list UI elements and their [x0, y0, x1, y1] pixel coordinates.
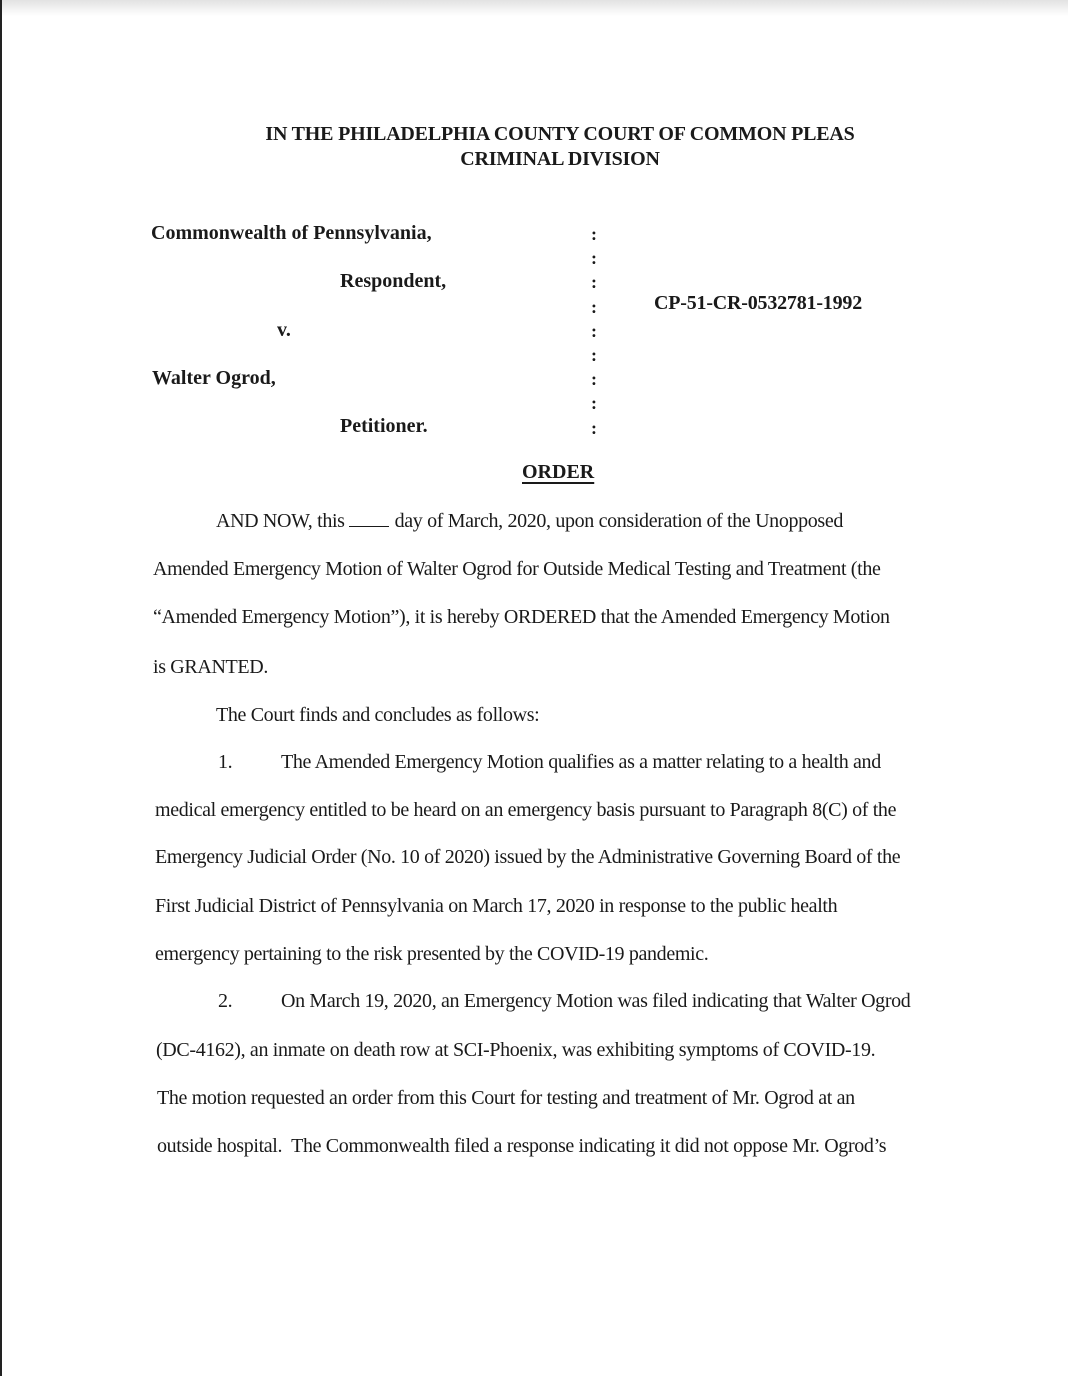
court-division: CRIMINAL DIVISION	[460, 148, 660, 170]
date-blank	[349, 512, 389, 527]
court-name: IN THE PHILADELPHIA COUNTY COURT OF COMMON PLEAS	[265, 123, 855, 145]
paragraph-1-line-5: emergency pertaining to the risk presented by the COVID-19 pandemic.	[155, 943, 709, 965]
paragraph-1-line-2: medical emergency entitled to be heard on an emergency basis pursuant to Paragraph 8(C) of the	[155, 799, 897, 821]
paragraph-1-number: 1.	[218, 751, 233, 773]
paragraph-2-line-2: (DC-4162), an inmate on death row at SCI-Phoenix, was exhibiting symptoms of COVID-19.	[156, 1039, 876, 1061]
paragraph-1-line-4: First Judicial District of Pennsylvania on March 17, 2020 in response to the public health	[155, 895, 838, 917]
caption-separator: :	[591, 393, 597, 414]
caption-separator: :	[591, 248, 597, 269]
order-title: ORDER	[522, 461, 595, 483]
caption-party1: Commonwealth of Pennsylvania,	[151, 222, 432, 244]
paragraph-1-line-3: Emergency Judicial Order (No. 10 of 2020) issued by the Administrative Governing Board of the	[155, 846, 901, 868]
paragraph-2-text: On March 19, 2020, an Emergency Motion was filed indicating that Walter Ogrod	[281, 990, 911, 1012]
paragraph-2-line-1	[218, 990, 910, 1013]
intro-line-3: “Amended Emergency Motion”), it is hereby ORDERED that the Amended Emergency Motion	[153, 606, 890, 628]
paragraph-2-line-4: outside hospital. The Commonwealth filed a response indicating it did not oppose Mr. Ogrod’s	[157, 1135, 887, 1157]
paragraph-2-line-3: The motion requested an order from this Court for testing and treatment of Mr. Ogrod at an	[157, 1087, 855, 1109]
caption-versus: v.	[277, 319, 291, 341]
caption-separator: :	[591, 369, 597, 390]
paragraph-1-line-1	[218, 751, 881, 774]
caption-party2: Walter Ogrod,	[152, 367, 276, 389]
caption-separator: :	[591, 296, 597, 317]
caption-separator: :	[591, 344, 597, 365]
caption-separator: :	[591, 320, 597, 341]
intro-line-1-post: day of March, 2020, upon consideration of the Unopposed	[394, 510, 844, 532]
paragraph-2-number: 2.	[218, 990, 233, 1012]
intro-line-2: Amended Emergency Motion of Walter Ogrod for Outside Medical Testing and Treatment (the	[153, 558, 881, 580]
caption-party1-role: Respondent,	[340, 270, 447, 292]
paragraph-1-text: The Amended Emergency Motion qualifies as a matter relating to a health and	[281, 751, 881, 773]
intro-line-1	[216, 510, 843, 533]
court-header	[2, 122, 1068, 172]
caption-separator: :	[591, 417, 597, 438]
caption-separator: :	[591, 224, 597, 244]
caption-separator-column	[591, 222, 597, 440]
intro-line-1-pre: AND NOW, this	[216, 510, 345, 532]
findings-intro: The Court finds and concludes as follows:	[216, 704, 540, 726]
document-page	[2, 0, 1068, 1376]
caption-party2-role: Petitioner.	[340, 415, 428, 437]
intro-line-4: is GRANTED.	[153, 656, 269, 678]
case-number: CP-51-CR-0532781-1992	[654, 292, 862, 314]
caption-separator: :	[591, 272, 597, 293]
